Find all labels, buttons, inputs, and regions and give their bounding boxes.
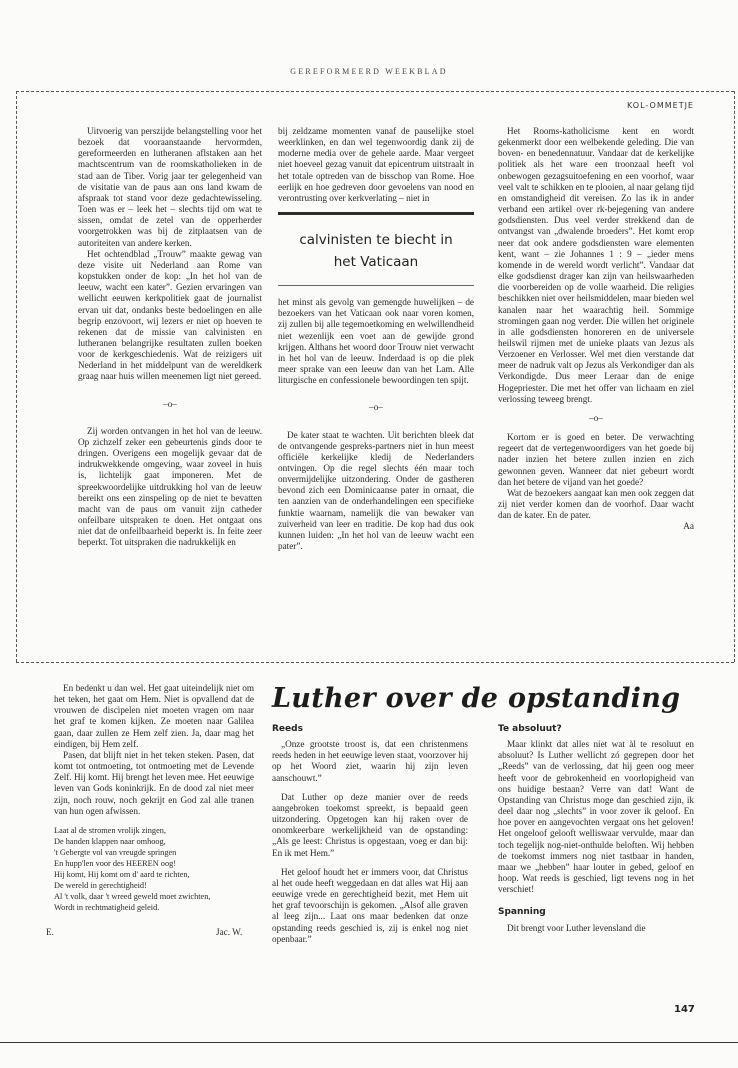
poem	[54, 825, 254, 913]
subheading: Spanning	[498, 907, 546, 918]
paragraph: „Onze grootste troost is, dat een christenmens reeds heden in het eeuwige leven staat, voorzover hij op het Woord ziet, waarin hij zijn leven aanschouwt.”	[272, 739, 468, 783]
paragraph: Maar klinkt dat alles niet wat àl te resoluut en absoluut? Is Luther wellicht zó gegrepen door het „Reeds” van de verlossing, dat hij geen oog meer heeft voor de gebrokenheid en voorlopigheid van ons huidige bestaan? Verre van dat! Want de Opstanding van Christus moge dan geschied zijn, ik deel daar nog „slechts” in voor zover ik geloof. En hoe pover en aangevochten vergaat ons het geloven! Het ongeloof gelooft welliswaar vervulde, maar dan toch tegelijk nog-niet-onthulde beloften. Wij hebben de toekomst immers nog niet tastbaar in handen, maar we „hebben” haar louter in gebed, geloof en hoop. Wat reeds is geschied, ligt tevens nog in het verschiet!	[498, 739, 694, 895]
top-column-3	[498, 126, 694, 532]
paragraph: De kater staat te wachten. Uit berichten bleek dat de ontvangende gespreks-partners niet in hun meest officiële kerkelijke kledij de Nederlanders ontvingen. Op die regel slechts één maar toch onvermijdelijke uitzondering. Onder de gastheren bevond zich een Dominicaanse pater in ornaat, die ten aanzien van de onderhandelingen een specifieke funktie waarnam, namelijk die van bewaker van zuiverheid van leer en traditie. De kop had dus ook kunnen luiden: „In het hol van de leeuw wacht een pater”.	[278, 429, 474, 552]
box-right-border	[734, 91, 735, 662]
paragraph: bij zeldzame momenten vanaf de pauselijke stoel weerklinken, en dan wel tegenwoordig dank zij de moderne media over de gehele aarde. Maar vergeet niet hoeveel gezag vanuit dat epicentrum uitstraalt in het totale optreden van de bisschop van Rome. Hoe eerlijk en hoe gedreven door gevoelens van nood en verontrusting over kerkverlating – niet in	[278, 126, 474, 203]
separator: –o–	[369, 402, 383, 413]
separator: –o–	[589, 412, 603, 423]
inset-title-box	[278, 215, 474, 285]
box-top-border	[16, 91, 734, 92]
subheading: Te absoluut?	[498, 724, 562, 734]
column-label: KOL-OMMETJE	[627, 101, 694, 110]
paragraph: Pasen, dat blijft niet in het teken steken. Pasen, dat komt tot ontmoeting, tot ontmoeting met de Levende Zelf. Hij komt. Hij brengt het leven mee. Het eeuwige leven van Gods koninkrijk. En de dood zal niet meer zijn, noch rouw, noch gekrijt en God zal alle tranen van hun ogen afwissen.	[54, 749, 254, 816]
box-left-border	[16, 91, 17, 662]
title-rule-bottom	[278, 285, 474, 286]
poem-line: 't Gebergte vol van vreugde springen	[54, 847, 177, 857]
poem-line: Al 't volk, daar 't wreed geweld moet zwichten,	[54, 891, 211, 901]
paragraph: Het Rooms-katholicisme kent en wordt gekenmerkt door een welbekende geleding. Die van boven- en benedennatuur. Vandaar dat de kerkelijke politiek als het ware een troonzaal heeft vol onbewogen gezagsuitoefening en een voorhof, waar veel valt te schikken en te plooien, al naar gelang tijd en omstandigheid dit vereisen. Zo las ik in ander verband een artikel over rk-bejegening van andere godsdiensten. Dus veel verder strekkend dan de ontvangst van „dwalende broeders”. Het komt erop neer dat ook andere godsdiensten ware elementen kent, want – zie Johannes 1 : 9 – „ieder mens komende in de wereld wordt verlicht”. Vandaar dat elke godsdienst drager kan zijn van heilswaarheden die voorbereiden op de volle waarheid. Die religies beschikken niet over heilsmiddelen, maar bieden wel kanalen naar het waarachtig heil. Sommige stromingen gaan nog verder. Die willen het originele in alle godsdiensten honoreren en de universele heilswil rijmen met de unieke plaats van Jezus als Verzoener en Verlosser. Wel met dien verstande dat meer de nadruk valt op Jezus als Verkondiger dan als Verkondigde. Dus meer Leraar dan de enige Hogepriester. Die met het offer van lichaam en ziel verlossing teweeg brengt.	[498, 126, 694, 404]
paragraph: Uitvoerig van perszijde belangstelling voor het bezoek dat vooraanstaande hervormden, gereformeerden en lutheranen aflstaken aan het machtscentrum van de roomskatholieken in de stad aan de Tiber. Vorig jaar ter gelegenheid van de visitatie van de paus aan ons land kwam de afspraak tot stand voor deze gedachtewisseling. Toen was er – leek het – slechts tijd om wat te sissen, omdat de zetel van de opperherder voorgetrokken was bij de zitplaatsen van de autoriteiten van andere kerken.	[78, 126, 262, 248]
paragraph: Dat Luther op deze manier over de reeds aangebroken toekomst spreekt, is bepaald geen uitzondering. Opgetogen kan hij raken over de onomkeerbare werkelijkheid van de opstanding: „Als ge leest: Christus is opgestaan, voeg er dan bij: En ik met Hem.”	[272, 791, 468, 858]
inset-title-line-1: calvinisten te biecht in	[299, 232, 453, 249]
page-bottom-rule	[0, 1042, 738, 1043]
paragraph: En bedenkt u dan wel. Het gaat uiteindelijk niet om het teken, het gaat om Hem. Niet is opvallend dat de vrouwen de discipelen niet moeten vragen om naar het graf te komen kijken. Ze moeten naar Galilea gaan, daar zullen ze Hem zelf zien. Ja, daar mag het eindigen, bij Hem zelf.	[54, 683, 254, 749]
poem-line: De wereld in gerechtigheid!	[54, 880, 147, 890]
poem-line: Laat al de stromen vrolijk zingen,	[54, 825, 166, 835]
article-title: Luther over de opstanding	[272, 683, 681, 714]
separator: –o–	[163, 398, 177, 409]
paragraph: Dit brengt voor Luther levensland die	[507, 922, 646, 933]
poem-line: Wordt in rechtmatigheid geleid.	[54, 902, 160, 912]
signature: Aa	[683, 521, 694, 532]
sign-author: Jac. W.	[216, 927, 243, 937]
poem-line: Hij komt, Hij komt om d' aard te richten,	[54, 869, 190, 879]
paragraph: Zij worden ontvangen in het hol van de leeuw. Op zichzelf zeker een gebeurtenis ginds door te dringen. Overigens een mogelijk gevaar dat de indrukwekkende omgeving, waar zoveel in huis is, lichtelijk gaat imponeren. Met de spreekwoordelijke uitdrukking hol van de leeuw bereikt ons een zinspeling op de niet te bevatten macht van de paus om vanuit zijn catheder onfeilbare uitspraken te doen. Het ontgaat ons niet dat de onfeilbaarheid beperkt is. In feite zeer beperkt. Tot uitspraken die nadrukkelijk en	[78, 425, 262, 548]
luther-column-2	[498, 724, 694, 934]
paragraph: Het ochtendblad „Trouw” maakte gewag van deze visite uit Nederland aan Rome van kopstukken onder de kop: „In het hol van de leeuw, wacht een kater”. Gezien ervaringen van wellicht eeuwen kerkpolitiek gaat de journalist ervan uit dat, ondanks beste bedoelingen en alle begrip enzovoort, wij lezers er niet op hoeven te rekenen dat de missie van calvinisten en lutheranen belangrijke resultaten zullen boeken voor de kerkgeschiedenis. Wat de reizigers uit Nederland in het middelpunt van de wereldkerk graag naar huis willen meenemen ligt niet gereed.	[78, 248, 262, 382]
paragraph: het minst als gevolg van gemengde huwelijken – de bezoekers van het Vaticaan ook naar voren komen, zij zullen bij alle tegemoetkoming en welwillendheid niet wezenlijk een voet aan de gewijde grond krijgen. Althans het woord door Trouw niet verwacht in het hol van de leeuw. Inderdaad is op die plek meer sprake van een leeuw dan van het Lam. Alle liturgische en confessionele bewoordingen ten spijt.	[278, 297, 474, 386]
top-column-2	[278, 126, 474, 552]
inset-title-line-2: het Vaticaan	[333, 254, 419, 271]
poem-line: De handen klappen naar omhoog,	[54, 836, 166, 846]
subheading: Reeds	[272, 724, 303, 734]
top-column-1	[78, 126, 262, 548]
paragraph: Kortom er is goed en beter. De verwachting regeert dat de vertegenwoordigers van het goede bij nader inzien het betere zullen inzien en zich gewonnen geven. Wanneer dat niet gebeurt wordt dan het betere de vijand van het goede?	[498, 432, 694, 487]
running-header: GEREFORMEERD WEEKBLAD	[290, 67, 448, 76]
bottom-left-column	[54, 683, 254, 913]
box-bottom-border	[16, 662, 734, 663]
poem-line: En hupp'len voor des HEEREN oog!	[54, 858, 177, 868]
page-number: 147	[674, 1004, 695, 1015]
paragraph: Het geloof houdt het er immers voor, dat Christus al het oude heeft weggedaan en dat alles wat Hij aan eeuwige vrede en gerechtigheid bezit, met Hem uit het graf tevoorschijn is gekomen. „Alsof alle graven al leeg zijn... Laat ons maar bedenken dat onze opstanding reeds geschied is, zij is enkel nog niet openbaar.”	[272, 866, 468, 944]
luther-column-1	[272, 724, 468, 945]
paragraph: Wat de bezoekers aangaat kan men ook zeggen dat zij niet verder komen dan de voorhof. Daar wacht dan de kater. En de pater.	[498, 487, 694, 521]
sign-initial: E.	[46, 927, 54, 937]
